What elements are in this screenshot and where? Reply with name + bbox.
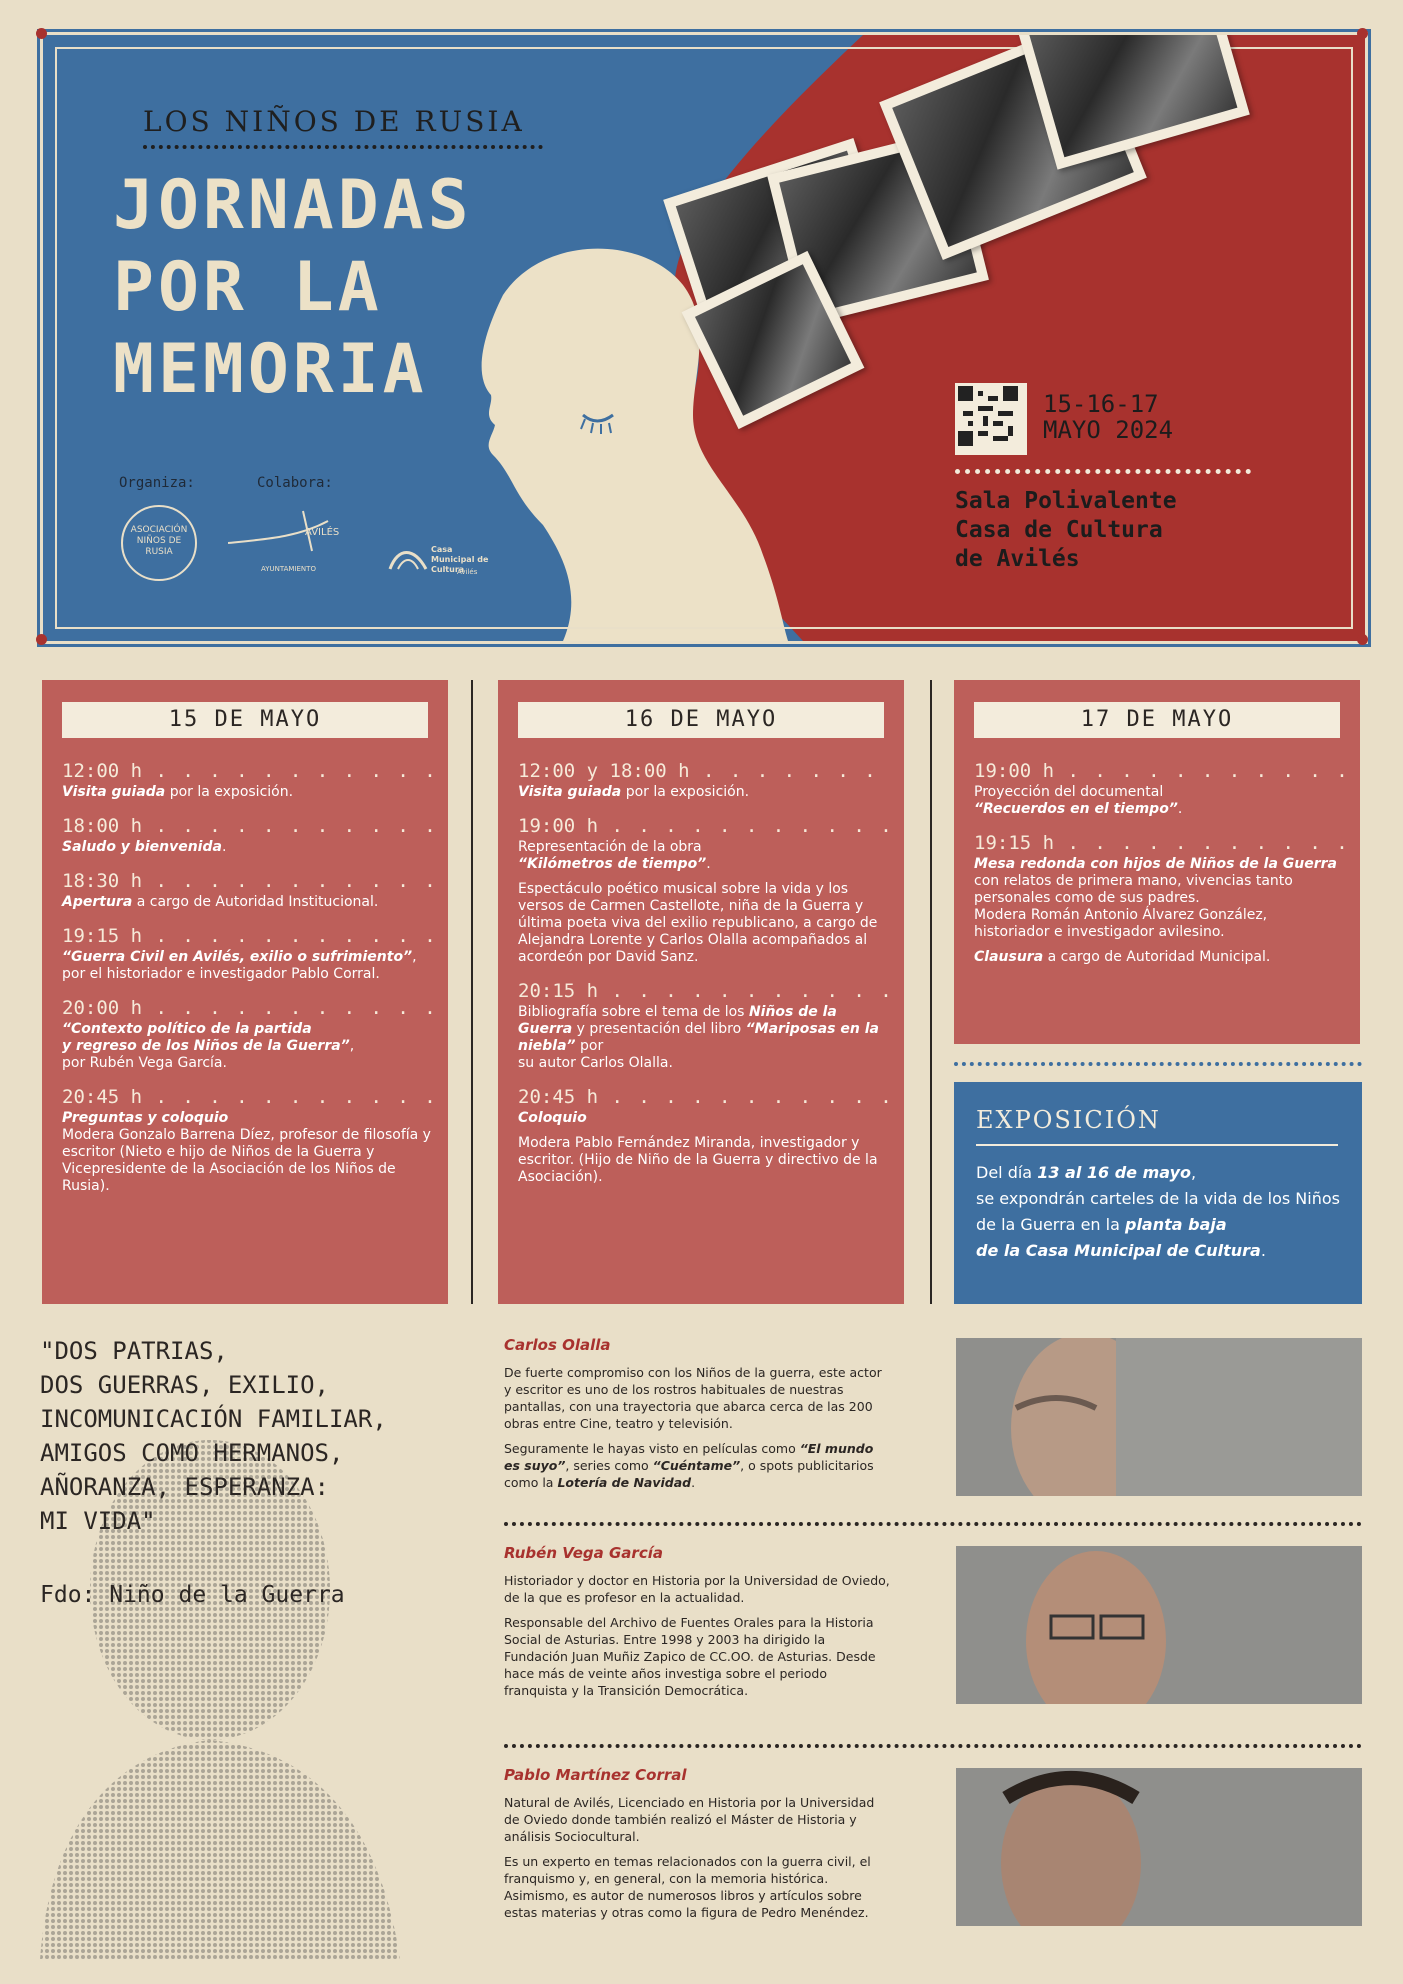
day-column-15 bbox=[42, 680, 448, 1304]
dates-days: 15-16-17 bbox=[1043, 390, 1159, 418]
schedule-event bbox=[518, 1086, 888, 1186]
quote bbox=[40, 1334, 387, 1538]
event-time: 18:00 h . . . bbox=[62, 815, 432, 839]
schedule-event bbox=[62, 925, 432, 983]
portrait-ruben-vega bbox=[956, 1546, 1362, 1704]
quote-line: AÑORANZA, ESPERANZA: bbox=[40, 1473, 329, 1501]
venue-line: Casa de Cultura bbox=[955, 517, 1163, 543]
schedule-event bbox=[518, 760, 888, 801]
event-description: “Guerra Civil en Avilés, exilio o sufrimiento”, por el historiador e investigador Pablo Corral. bbox=[62, 949, 417, 982]
event-description: Representación de la obra “Kilómetros de tiempo”. Espectáculo poético musical sobre la vida y los versos de Carmen Castellote, niña de la Guerra y última poeta viva del exilio republicano, a cargo de Alejandra Lorente y Carlos Olalla acompañados al acordeón por David Sanz. bbox=[518, 839, 878, 965]
organiza-label: Organiza: bbox=[119, 475, 195, 491]
quote-signature: Fdo: Niño de la Guerra bbox=[40, 1582, 345, 1608]
exposicion-rule bbox=[976, 1144, 1338, 1146]
event-time: 20:15 h . . . bbox=[518, 980, 888, 1004]
bio-paragraph: Es un experto en temas relacionados con la guerra civil, el franquismo y, en general, con la memoria histórica. Asimismo, es autor de numerosos libros y artículos sobre estas materias y otras como la figura de Pedro Menéndez. bbox=[504, 1854, 871, 1920]
colabora-label: Colabora: bbox=[257, 475, 333, 491]
corner-dot bbox=[1357, 28, 1368, 39]
event-description: Saludo y bienvenida. bbox=[62, 839, 227, 855]
quote-line: MI VIDA" bbox=[40, 1507, 156, 1535]
event-description: Apertura a cargo de Autoridad Institucional. bbox=[62, 894, 379, 910]
bio-name: Rubén Vega García bbox=[504, 1544, 663, 1562]
event-time: 18:30 h . . . bbox=[62, 870, 432, 894]
day-heading: 16 DE MAYO bbox=[518, 702, 884, 738]
event-description: Proyección del documental “Recuerdos en el tiempo”. bbox=[974, 784, 1183, 817]
event-time: 20:45 h . . . bbox=[62, 1086, 432, 1110]
ayuntamiento-logo-text: AYUNTAMIENTO bbox=[261, 565, 316, 573]
corner-dot bbox=[1357, 634, 1368, 645]
dates-month: MAYO 2024 bbox=[1043, 416, 1174, 444]
bio-divider bbox=[504, 1744, 1362, 1748]
event-description: Preguntas y coloquio Modera Gonzalo Barrena Díez, profesor de filosofía y escritor (Nieto e hijo de Niños de la Guerra y Vicepresidente de la Asociación de los Niños de Rusia). bbox=[62, 1110, 431, 1194]
casa-logo-city: Avilés bbox=[457, 568, 478, 576]
schedule-event bbox=[974, 760, 1344, 818]
event-time: 20:00 h . . . bbox=[62, 997, 432, 1021]
schedule-event bbox=[62, 760, 432, 801]
day-heading: 15 DE MAYO bbox=[62, 702, 428, 738]
bio-pablo-martinez bbox=[504, 1766, 890, 1929]
exposicion-box bbox=[954, 1082, 1362, 1304]
event-list bbox=[518, 760, 888, 1200]
event-dates bbox=[1043, 391, 1173, 443]
exposicion-text: Del día 13 al 16 de mayo, se expondrán carteles de la vida de los Niños de la Guerra en la planta baja de la Casa Municipal de Cultura. bbox=[976, 1163, 1340, 1260]
exposicion-divider bbox=[954, 1062, 1362, 1066]
title-line: MEMORIA bbox=[113, 330, 428, 409]
event-description: Visita guiada por la exposición. bbox=[518, 784, 750, 800]
event-time: 12:00 y 18:00 h . . . bbox=[518, 760, 888, 784]
title-line: POR LA bbox=[113, 248, 383, 327]
venue bbox=[955, 487, 1177, 574]
bio-name: Pablo Martínez Corral bbox=[504, 1766, 687, 1784]
kicker-divider bbox=[143, 145, 543, 149]
asociacion-logo bbox=[121, 505, 197, 581]
schedule-event bbox=[62, 870, 432, 911]
bio-carlos-olalla bbox=[504, 1336, 890, 1499]
quote-line: INCOMUNICACIÓN FAMILIAR, bbox=[40, 1405, 387, 1433]
portrait-pablo-martinez bbox=[956, 1768, 1362, 1926]
bio-name: Carlos Olalla bbox=[504, 1336, 611, 1354]
bio-paragraph: Seguramente le hayas visto en películas como “El mundo es suyo”, series como “Cuéntame”, o spots publicitarios como la Lotería de Navidad. bbox=[504, 1441, 874, 1490]
event-time: 19:15 h . . . bbox=[62, 925, 432, 949]
event-description: Visita guiada por la exposición. bbox=[62, 784, 294, 800]
event-list bbox=[974, 760, 1344, 980]
bio-paragraph: Responsable del Archivo de Fuentes Orales para la Historia Social de Asturias. Entre 1998 y 2003 ha dirigido la Fundación Juan Muñiz Zapico de CC.OO. de Asturias. Desde hace más de veinte años investiga sobre el periodo franquista y la Transición Democrática. bbox=[504, 1615, 876, 1698]
bio-paragraph: De fuerte compromiso con los Niños de la guerra, este actor y escritor es uno de los rostros habituales de nuestras pantallas, con una trayectoria que abarca cerca de las 200 obras entre Cine, teatro y televisión. bbox=[504, 1365, 882, 1431]
bio-paragraph: Natural de Avilés, Licenciado en Historia por la Universidad de Oviedo donde también realizó el Máster de Historia y análisis Sociocultural. bbox=[504, 1795, 875, 1844]
day-column-16 bbox=[498, 680, 904, 1304]
quote-line: "DOS PATRIAS, bbox=[40, 1337, 228, 1365]
event-time: 20:45 h . . . bbox=[518, 1086, 888, 1110]
event-time: 19:15 h . . . bbox=[974, 832, 1344, 856]
schedule-event bbox=[518, 980, 888, 1072]
kicker-title: LOS NIÑOS DE RUSIA bbox=[143, 105, 525, 138]
aviles-logo-text: AVILÉS bbox=[305, 527, 340, 538]
schedule-event bbox=[62, 815, 432, 856]
event-description: “Contexto político de la partida y regreso de los Niños de la Guerra”, por Rubén Vega García. bbox=[62, 1021, 355, 1071]
event-time: 12:00 h . . . bbox=[62, 760, 432, 784]
bio-divider bbox=[504, 1522, 1362, 1526]
day-heading: 17 DE MAYO bbox=[974, 702, 1340, 738]
venue-divider bbox=[955, 469, 1251, 474]
column-divider bbox=[930, 680, 932, 1304]
main-title bbox=[113, 165, 473, 411]
bio-paragraph: Historiador y doctor en Historia por la Universidad de Oviedo, de la que es profesor en la actualidad. bbox=[504, 1573, 890, 1605]
portrait-carlos-olalla bbox=[956, 1338, 1362, 1496]
schedule-event bbox=[62, 1086, 432, 1195]
header-banner bbox=[40, 32, 1368, 644]
title-line: JORNADAS bbox=[113, 166, 473, 245]
venue-line: de Avilés bbox=[955, 546, 1080, 572]
day-column-17 bbox=[954, 680, 1360, 1044]
quote-line: AMIGOS COMO HERMANOS, bbox=[40, 1439, 344, 1467]
exposicion-title: EXPOSICIÓN bbox=[976, 1106, 1161, 1134]
bio-ruben-vega bbox=[504, 1544, 890, 1707]
event-time: 19:00 h . . . bbox=[518, 815, 888, 839]
corner-dot bbox=[36, 634, 47, 645]
column-divider bbox=[471, 680, 473, 1304]
event-description: Bibliografía sobre el tema de los Niños de la Guerra y presentación del libro “Mariposas en la niebla” por su autor Carlos Olalla. bbox=[518, 1004, 879, 1071]
event-description: Mesa redonda con hijos de Niños de la Guerra con relatos de primera mano, vivencias tanto personales como de sus padres. Modera Román Antonio Álvarez González, historiador e investigador avilesino. Clausura a cargo de Autoridad Municipal. bbox=[974, 856, 1337, 965]
quote-line: DOS GUERRAS, EXILIO, bbox=[40, 1371, 329, 1399]
schedule-event bbox=[62, 997, 432, 1072]
venue-line: Sala Polivalente bbox=[955, 488, 1177, 514]
asociacion-logo-text: ASOCIACIÓN NIÑOS DE RUSIA bbox=[130, 525, 188, 557]
event-description: Coloquio Modera Pablo Fernández Miranda, investigador y escritor. (Hijo de Niño de la Guerra y directivo de la Asociación). bbox=[518, 1110, 878, 1185]
event-time: 19:00 h . . . bbox=[974, 760, 1344, 784]
corner-dot bbox=[36, 28, 47, 39]
casa-logo-text: Casa Municipal de Cultura bbox=[431, 545, 489, 574]
schedule-event bbox=[974, 832, 1344, 966]
qr-code[interactable] bbox=[955, 383, 1027, 455]
schedule-event bbox=[518, 815, 888, 966]
event-list bbox=[62, 760, 432, 1209]
